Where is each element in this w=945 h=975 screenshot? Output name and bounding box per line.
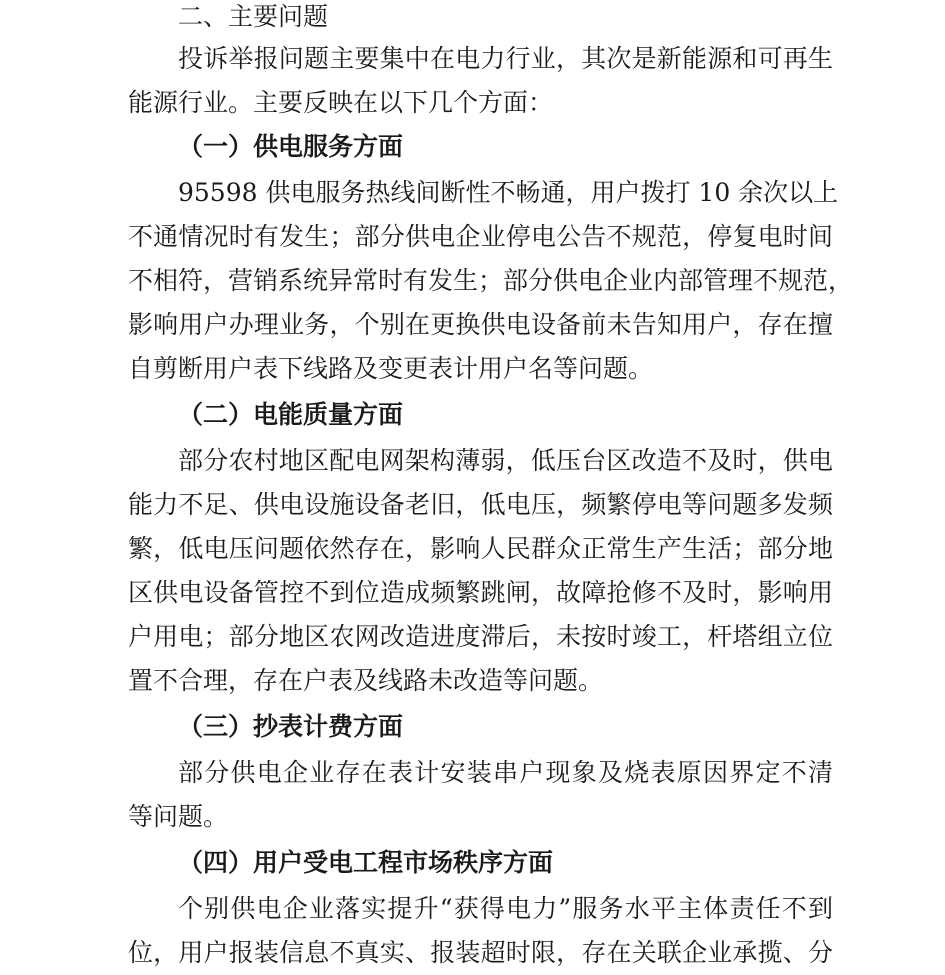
paragraph-line: 等问题。 [128, 802, 229, 831]
paragraph-line: 户用电；部分地区农网改造进度滞后，未按时竣工，杆塔组立位 [128, 622, 833, 651]
intro-line: 能源行业。主要反映在以下几个方面： [128, 88, 554, 117]
paragraph-line: 部分农村地区配电网架构薄弱，低压台区改造不及时，供电 [178, 446, 833, 475]
paragraph-line: 不相符，营销系统异常时有发生；部分供电企业内部管理不规范， [128, 266, 854, 295]
subsection-heading-2: （二）电能质量方面 [178, 400, 404, 429]
paragraph-line: 95598 供电服务热线间断性不畅通，用户拨打 10 余次以上 [178, 178, 839, 207]
paragraph-line: 自剪断用户表下线路及变更表计用户名等问题。 [128, 354, 654, 383]
paragraph-line: 位，用户报装信息不真实、报装超时限，存在关联企业承揽、分 [128, 938, 833, 967]
section-heading: 二、主要问题 [178, 2, 329, 31]
paragraph-line: 影响用户办理业务，个别在更换供电设备前未告知用户，存在擅 [128, 310, 833, 339]
paragraph-line: 能力不足、供电设施设备老旧，低电压，频繁停电等问题多发频 [128, 490, 833, 519]
paragraph-line: 区供电设备管控不到位造成频繁跳闸，故障抢修不及时，影响用 [128, 578, 833, 607]
subsection-heading-1: （一）供电服务方面 [178, 132, 404, 161]
intro-line: 投诉举报问题主要集中在电力行业，其次是新能源和可再生 [178, 44, 833, 73]
paragraph-line: 个别供电企业落实提升“获得电力”服务水平主体责任不到 [178, 894, 833, 923]
paragraph-line: 不通情况时有发生；部分供电企业停电公告不规范，停复电时间 [128, 222, 833, 251]
subsection-heading-3: （三）抄表计费方面 [178, 712, 404, 741]
subsection-heading-4: （四）用户受电工程市场秩序方面 [178, 848, 554, 877]
paragraph-line: 置不合理，存在户表及线路未改造等问题。 [128, 666, 604, 695]
paragraph-line: 部分供电企业存在表计安装串户现象及烧表原因界定不清 [178, 758, 833, 787]
paragraph-line: 繁，低电压问题依然存在，影响人民群众正常生产生活；部分地 [128, 534, 833, 563]
